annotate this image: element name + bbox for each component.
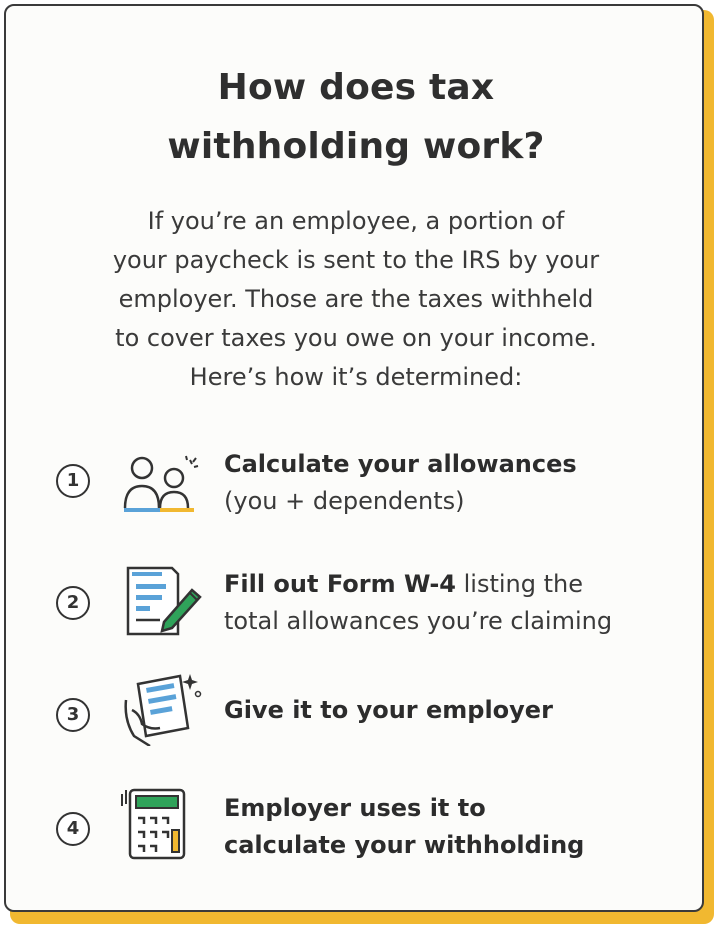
step-bold-text: Fill out Form W-4 [224, 570, 456, 598]
step-2-text [224, 566, 694, 640]
step-number-badge: 4 [56, 812, 90, 846]
form-pen-icon [120, 564, 204, 640]
page-title [6, 58, 706, 176]
step-line-2: (you + dependents) [224, 487, 465, 515]
hand-document-icon [120, 670, 204, 746]
step-bold-text: Employer uses it to [224, 794, 486, 822]
intro-paragraph [46, 202, 666, 397]
calculator-icon [120, 786, 204, 862]
step-3-text [224, 692, 694, 729]
intro-line: If you’re an employee, a portion of [147, 207, 565, 235]
people-icon [120, 446, 204, 522]
step-number-badge: 3 [56, 698, 90, 732]
step-4 [6, 786, 706, 876]
title-line-1: How does tax [217, 67, 495, 108]
step-1 [6, 442, 706, 532]
step-number-badge: 1 [56, 464, 90, 498]
infographic-card [4, 4, 704, 912]
title-line-2: withholding work? [167, 126, 545, 167]
step-line-2: total allowances you’re claiming [224, 607, 613, 635]
step-line-2: calculate your withholding [224, 831, 585, 859]
intro-line: employer. Those are the taxes withheld [118, 285, 594, 313]
step-2 [6, 564, 706, 654]
step-bold-text: Give it to your employer [224, 696, 553, 724]
intro-line: your paycheck is sent to the IRS by your [112, 246, 600, 274]
step-4-text [224, 790, 694, 864]
step-3 [6, 670, 706, 760]
step-number-badge: 2 [56, 586, 90, 620]
intro-line: Here’s how it’s determined: [189, 363, 523, 391]
step-bold-text: Calculate your allowances [224, 450, 577, 478]
intro-line: to cover taxes you owe on your income. [115, 324, 597, 352]
step-1-text [224, 446, 694, 520]
step-text-rest: listing the [456, 570, 584, 598]
